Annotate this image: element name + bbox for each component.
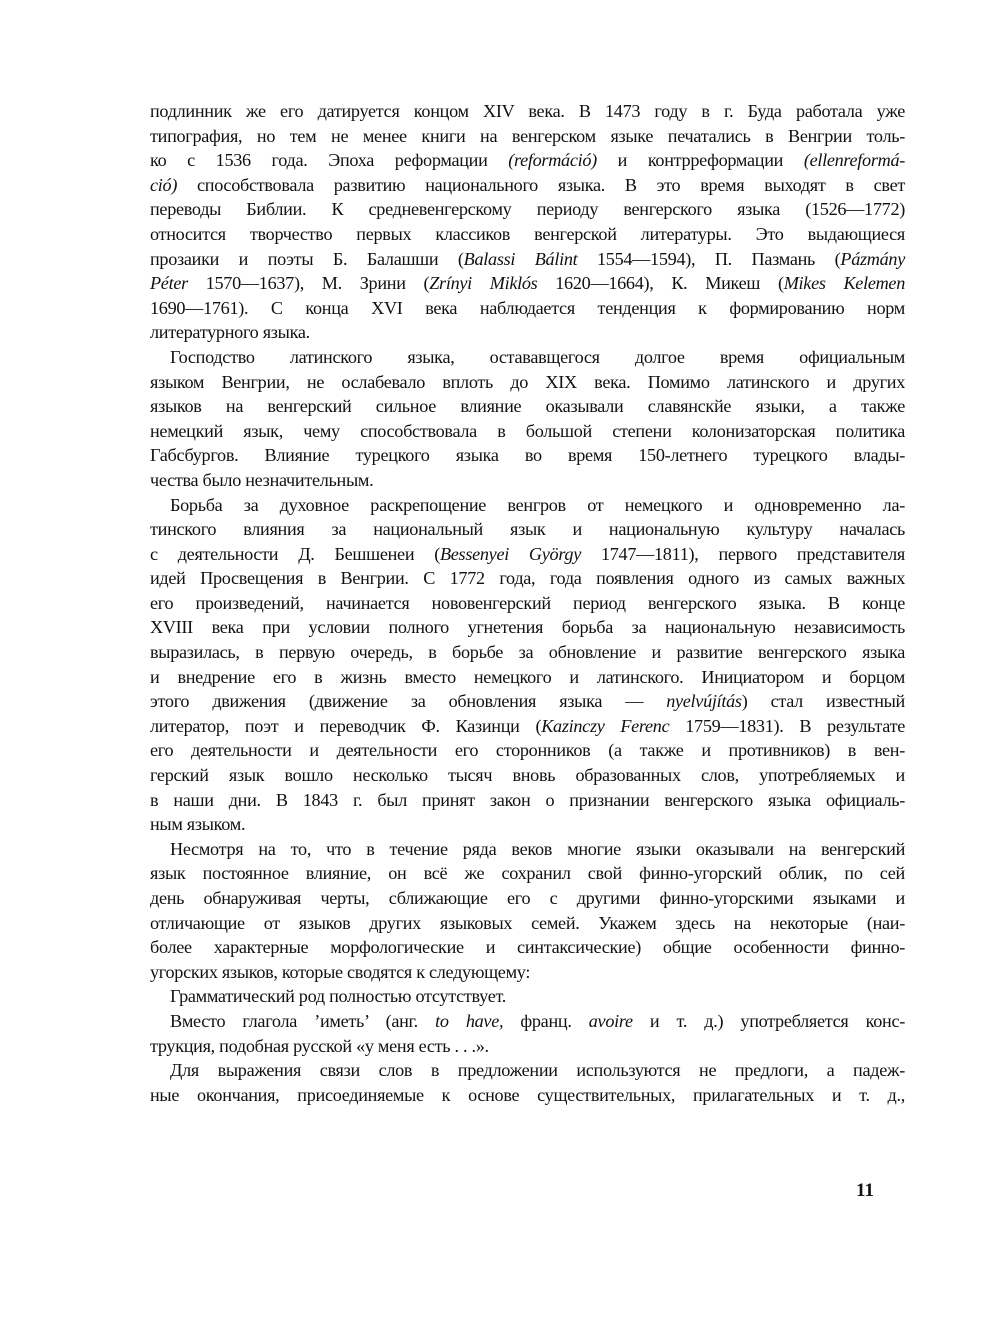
text-run: его произведений, начинается нововенгерский период венгерского языка. В конце <box>150 592 905 613</box>
text-run: переводы Библии. К средневенгерскому периоду венгерского языка (1526—1772) <box>150 199 905 220</box>
italic-term: ció) <box>150 174 178 195</box>
text-line <box>150 665 905 690</box>
text-line <box>150 542 905 567</box>
text-line <box>150 296 905 321</box>
text-line <box>150 1009 905 1034</box>
text-line <box>150 689 905 714</box>
text-line <box>150 984 905 1009</box>
text-line <box>150 1034 905 1059</box>
text-line <box>150 394 905 419</box>
text-run: Для выражения связи слов в предложении используются не предлоги, а падеж- <box>170 1060 905 1081</box>
text-line <box>150 812 905 837</box>
text-run: франц. <box>503 1010 589 1031</box>
text-run: ) стал известный <box>741 691 905 712</box>
text-line <box>150 714 905 739</box>
italic-term: Péter <box>150 273 188 294</box>
text-line <box>150 419 905 444</box>
italic-term: avoire <box>588 1010 633 1031</box>
text-run: день обнаруживая черты, сближающие его с другими финно-угорскими языками и <box>150 888 905 908</box>
text-run: герский язык вошло несколько тысяч вновь образованных слов, употребляемых и <box>150 765 905 786</box>
italic-term: Mikes Kelemen <box>783 273 905 294</box>
text-line <box>150 591 905 616</box>
text-run: 1554—1594), П. Пазмань ( <box>577 248 841 269</box>
text-line <box>150 911 905 936</box>
text-run: подлинник же его датируется концом XIV века. В 1473 году в г. Буда работала уже <box>150 101 905 121</box>
text-line <box>150 935 905 960</box>
text-run: литературного языка. <box>150 322 310 343</box>
text-line <box>150 271 905 296</box>
text-run: Несмотря на то, что в течение ряда веков многие языки оказывали на венгерский <box>170 838 905 859</box>
text-line <box>150 345 905 370</box>
italic-term: (reformáció) <box>508 150 597 171</box>
text-line <box>150 788 905 813</box>
text-run: ным языком. <box>150 814 246 835</box>
text-run: Грамматический род полностью отсутствует. <box>170 986 507 1007</box>
text-run: и внедрение его в жизнь вместо немецкого и латинского. Инициатором и борцом <box>150 666 905 687</box>
text-run: 1620—1664), К. Микеш ( <box>537 273 784 294</box>
text-line <box>150 493 905 518</box>
text-run: типография, но тем не менее книги на венгерском языке печатались в Венгрии толь- <box>150 125 905 146</box>
text-run: Господство латинского языка, остававщегося долгое время официальным <box>170 346 905 367</box>
text-line <box>150 443 905 468</box>
text-run: способствовала развитию национального языка. В это время выходят в свет <box>177 174 905 195</box>
text-run: более характерные морфологические и синтаксические) общие особенности финно- <box>150 937 905 958</box>
text-run: отличающие от языков других языковых семей. Укажем здесь на некоторые (наи- <box>150 912 905 933</box>
page-body-text <box>150 99 905 1107</box>
text-line <box>150 247 905 272</box>
text-run: языков на венгерский сильное влияние оказывали славянскйе языки, а также <box>150 396 905 417</box>
text-line <box>150 1058 905 1083</box>
text-line <box>150 148 905 173</box>
text-line <box>150 861 905 886</box>
text-line <box>150 468 905 493</box>
text-run: 1759—1831). В результате <box>669 715 906 736</box>
italic-term: Balassi Bálint <box>463 248 578 269</box>
text-line <box>150 173 905 198</box>
text-line <box>150 320 905 345</box>
italic-term: Zrínyi Miklós <box>429 273 538 294</box>
text-run: тинского влияния за национальный язык и национальную культуру началась <box>150 519 905 540</box>
text-run: 1570—1637), М. Зрини ( <box>187 273 430 294</box>
text-run: и контрреформации <box>596 150 804 171</box>
text-run: ные окончания, присоединяемые к основе существительных, прилагательных и т. д., <box>150 1084 905 1105</box>
text-run: в наши дни. В 1843 г. был принят закон о признании венгерского языка официаль- <box>150 789 905 810</box>
text-line <box>150 222 905 247</box>
text-run: с деятельности Д. Бешшенеи ( <box>150 543 440 564</box>
text-run: языком Венгрии, не ослабевало вплоть до XIX века. Помимо латинского и других <box>150 371 905 392</box>
text-run: XVIII века при условии полного угнетения борьба за национальную независимость <box>150 617 905 638</box>
text-run: немецкий язык, чему способствовала в большой степени колонизаторская политика <box>150 420 905 441</box>
text-line <box>150 615 905 640</box>
text-run: прозаики и поэты Б. Балашши ( <box>150 248 464 269</box>
italic-term: Pázmány <box>840 248 905 269</box>
text-run: идей Просвещения в Венгрии. С 1772 года, года появления одного из самых важных <box>150 568 905 589</box>
text-line <box>150 370 905 395</box>
text-run: его деятельности и деятельности его сторонников (а также и противников) в вен- <box>150 740 905 761</box>
text-line <box>150 197 905 222</box>
text-run: ко с 1536 года. Эпоха реформации <box>150 150 509 171</box>
text-line <box>150 517 905 542</box>
text-run: трукция, подобная русской «у меня есть . . .». <box>150 1035 489 1056</box>
text-run: чества было незначительным. <box>150 469 374 490</box>
italic-term: Bessenyei György <box>439 543 581 564</box>
italic-term: nyelvújítás <box>666 691 742 712</box>
text-line <box>150 1083 905 1108</box>
text-line <box>150 837 905 862</box>
text-line <box>150 640 905 665</box>
text-line <box>150 566 905 591</box>
text-run: угорских языков, которые сводятся к следующему: <box>150 961 531 982</box>
text-run: Вместо глагола ’иметь’ (анг. <box>170 1010 436 1031</box>
text-run: Борьба за духовное раскрепощение венгров от немецкого и одновременно ла- <box>170 494 905 515</box>
text-run: и т. д.) употребляется конс- <box>632 1010 905 1031</box>
text-line <box>150 886 905 911</box>
text-run: язык постоянное влияние, он всё же сохранил свой финно-угорский облик, по сей <box>150 863 905 884</box>
text-run: выразилась, в первую очередь, в борьбе за обновление и развитие венгерского языка <box>150 642 905 663</box>
text-run: Габсбургов. Влияние турецкого языка во время 150-летнего турецкого влады- <box>150 445 905 466</box>
italic-term: (ellenreformá- <box>803 150 905 171</box>
text-run: 1747—1811), первого представителя <box>581 543 906 564</box>
italic-term: to have, <box>435 1010 504 1031</box>
text-line <box>150 99 905 124</box>
text-run: литератор, поэт и переводчик Ф. Казинци ( <box>150 715 542 736</box>
text-line <box>150 960 905 985</box>
italic-term: Kazinczy Ferenc <box>541 715 670 736</box>
text-run: относится творчество первых классиков венгерской литературы. Это выдающиеся <box>150 223 905 244</box>
text-line <box>150 124 905 149</box>
text-run: 1690—1761). С конца XVI века наблюдается тенденция к формированию норм <box>150 297 905 318</box>
text-line <box>150 763 905 788</box>
text-line <box>150 738 905 763</box>
page-number: 11 <box>856 1180 874 1201</box>
text-run: этого движения (движение за обновления языка — <box>150 691 667 712</box>
